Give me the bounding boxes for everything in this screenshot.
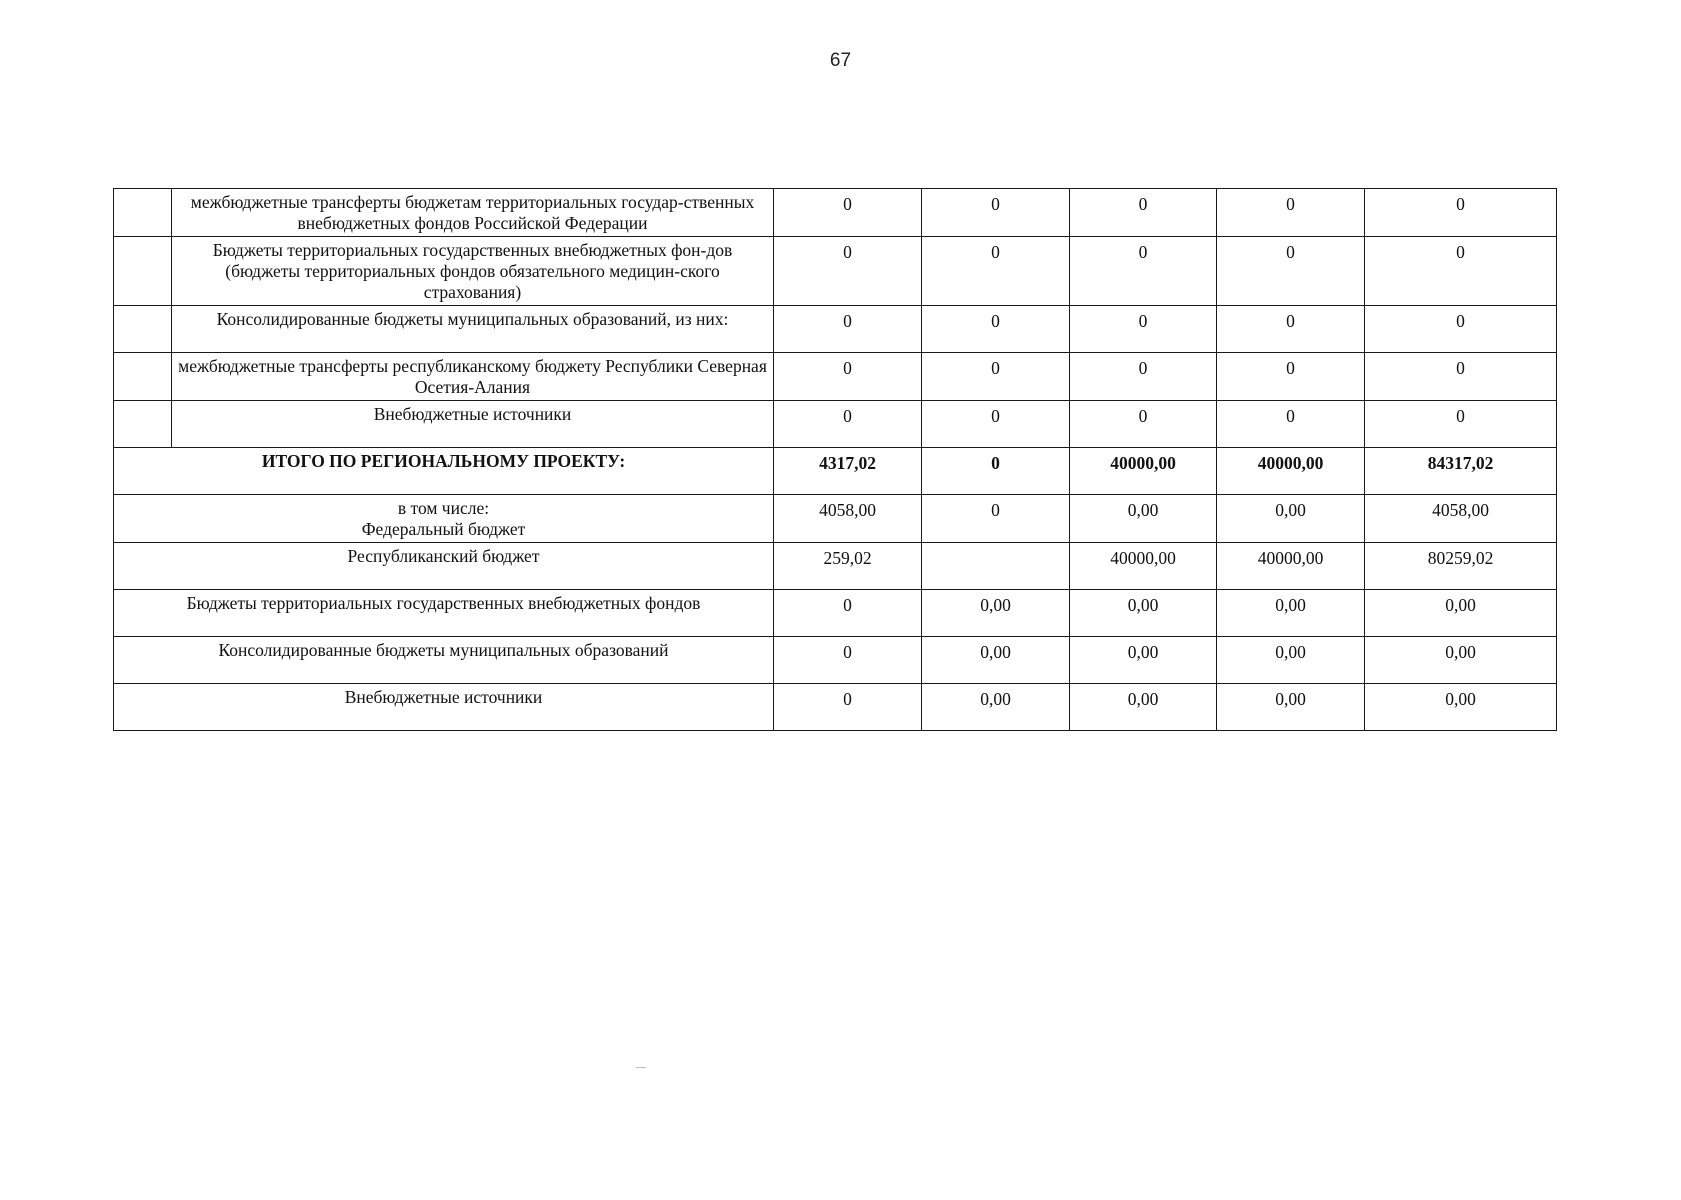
index-cell xyxy=(114,237,172,306)
value-cell: 0 xyxy=(1217,306,1365,353)
value-cell: 0 xyxy=(1217,401,1365,448)
value-cell: 0 xyxy=(922,353,1070,401)
value-cell: 0 xyxy=(1365,353,1557,401)
row-label-line: в том числе: xyxy=(397,498,490,518)
value-cell: 0 xyxy=(774,353,922,401)
total-value: 4317,02 xyxy=(774,448,922,495)
value-cell: 0 xyxy=(774,590,922,637)
value-cell: 0 xyxy=(1070,306,1217,353)
scan-mark xyxy=(636,1067,646,1068)
value-cell: 0,00 xyxy=(1070,684,1217,731)
index-cell xyxy=(114,306,172,353)
table-row xyxy=(114,543,1557,590)
row-label: Внебюджетные источники xyxy=(114,684,774,731)
total-value: 40000,00 xyxy=(1070,448,1217,495)
table-row xyxy=(114,684,1557,731)
value-cell: 0,00 xyxy=(922,684,1070,731)
table-row xyxy=(114,237,1557,306)
row-label: Внебюджетные источники xyxy=(172,401,774,448)
value-cell: 40000,00 xyxy=(1070,543,1217,590)
row-label-line: Федеральный бюджет xyxy=(361,519,526,539)
row-label: Бюджеты территориальных государственных внебюджетных фон-дов (бюджеты территориальных фондов обязательного медицин-ского страхования) xyxy=(172,237,774,306)
table-row xyxy=(114,353,1557,401)
budget-table xyxy=(113,188,1557,731)
value-cell: 0 xyxy=(922,495,1070,543)
value-cell: 0 xyxy=(922,401,1070,448)
value-cell: 0 xyxy=(774,237,922,306)
value-cell: 0,00 xyxy=(1365,684,1557,731)
row-label: межбюджетные трансферты республиканскому бюджету Республики Северная Осетия-Алания xyxy=(172,353,774,401)
value-cell: 0,00 xyxy=(1070,637,1217,684)
value-cell: 0 xyxy=(1365,237,1557,306)
value-cell: 0 xyxy=(922,306,1070,353)
value-cell: 0 xyxy=(922,189,1070,237)
value-cell: 0 xyxy=(1070,401,1217,448)
value-cell: 0 xyxy=(1070,189,1217,237)
total-value: 84317,02 xyxy=(1365,448,1557,495)
value-cell: 0 xyxy=(1365,189,1557,237)
total-label: ИТОГО ПО РЕГИОНАЛЬНОМУ ПРОЕКТУ: xyxy=(114,448,774,495)
value-cell: 0 xyxy=(774,306,922,353)
value-cell: 0 xyxy=(1217,353,1365,401)
value-cell: 259,02 xyxy=(774,543,922,590)
index-cell xyxy=(114,353,172,401)
total-value: 0 xyxy=(922,448,1070,495)
page-number: 67 xyxy=(829,50,852,71)
value-cell: 0 xyxy=(774,684,922,731)
table-row xyxy=(114,590,1557,637)
value-cell: 0 xyxy=(1365,401,1557,448)
value-cell: 0,00 xyxy=(1365,637,1557,684)
value-cell: 0,00 xyxy=(1070,495,1217,543)
value-cell: 0 xyxy=(1365,306,1557,353)
row-label: межбюджетные трансферты бюджетам территориальных государ-ственных внебюджетных фондов Российской Федерации xyxy=(172,189,774,237)
index-cell xyxy=(114,189,172,237)
value-cell: 4058,00 xyxy=(1365,495,1557,543)
value-cell: 80259,02 xyxy=(1365,543,1557,590)
value-cell: 0,00 xyxy=(922,590,1070,637)
row-label: Бюджеты территориальных государственных внебюджетных фондов xyxy=(114,590,774,637)
value-cell: 0,00 xyxy=(1217,684,1365,731)
value-cell: 0,00 xyxy=(922,637,1070,684)
table-row xyxy=(114,637,1557,684)
total-row xyxy=(114,448,1557,495)
value-cell: 0 xyxy=(774,637,922,684)
value-cell: 0 xyxy=(1217,189,1365,237)
value-cell: 0 xyxy=(1070,353,1217,401)
value-cell: 0,00 xyxy=(1070,590,1217,637)
value-cell xyxy=(922,543,1070,590)
table-row xyxy=(114,306,1557,353)
value-cell: 0 xyxy=(774,401,922,448)
row-label: Республиканский бюджет xyxy=(114,543,774,590)
value-cell: 0,00 xyxy=(1217,637,1365,684)
value-cell: 0,00 xyxy=(1365,590,1557,637)
value-cell: 0 xyxy=(1070,237,1217,306)
table-row xyxy=(114,189,1557,237)
value-cell: 0 xyxy=(922,237,1070,306)
row-label: Консолидированные бюджеты муниципальных образований xyxy=(114,637,774,684)
value-cell: 40000,00 xyxy=(1217,543,1365,590)
index-cell xyxy=(114,401,172,448)
table-row xyxy=(114,495,1557,543)
value-cell: 0 xyxy=(774,189,922,237)
total-value: 40000,00 xyxy=(1217,448,1365,495)
value-cell: 4058,00 xyxy=(774,495,922,543)
value-cell: 0,00 xyxy=(1217,590,1365,637)
table-row xyxy=(114,401,1557,448)
value-cell: 0 xyxy=(1217,237,1365,306)
value-cell: 0,00 xyxy=(1217,495,1365,543)
row-label xyxy=(114,495,774,543)
row-label: Консолидированные бюджеты муниципальных образований, из них: xyxy=(172,306,774,353)
